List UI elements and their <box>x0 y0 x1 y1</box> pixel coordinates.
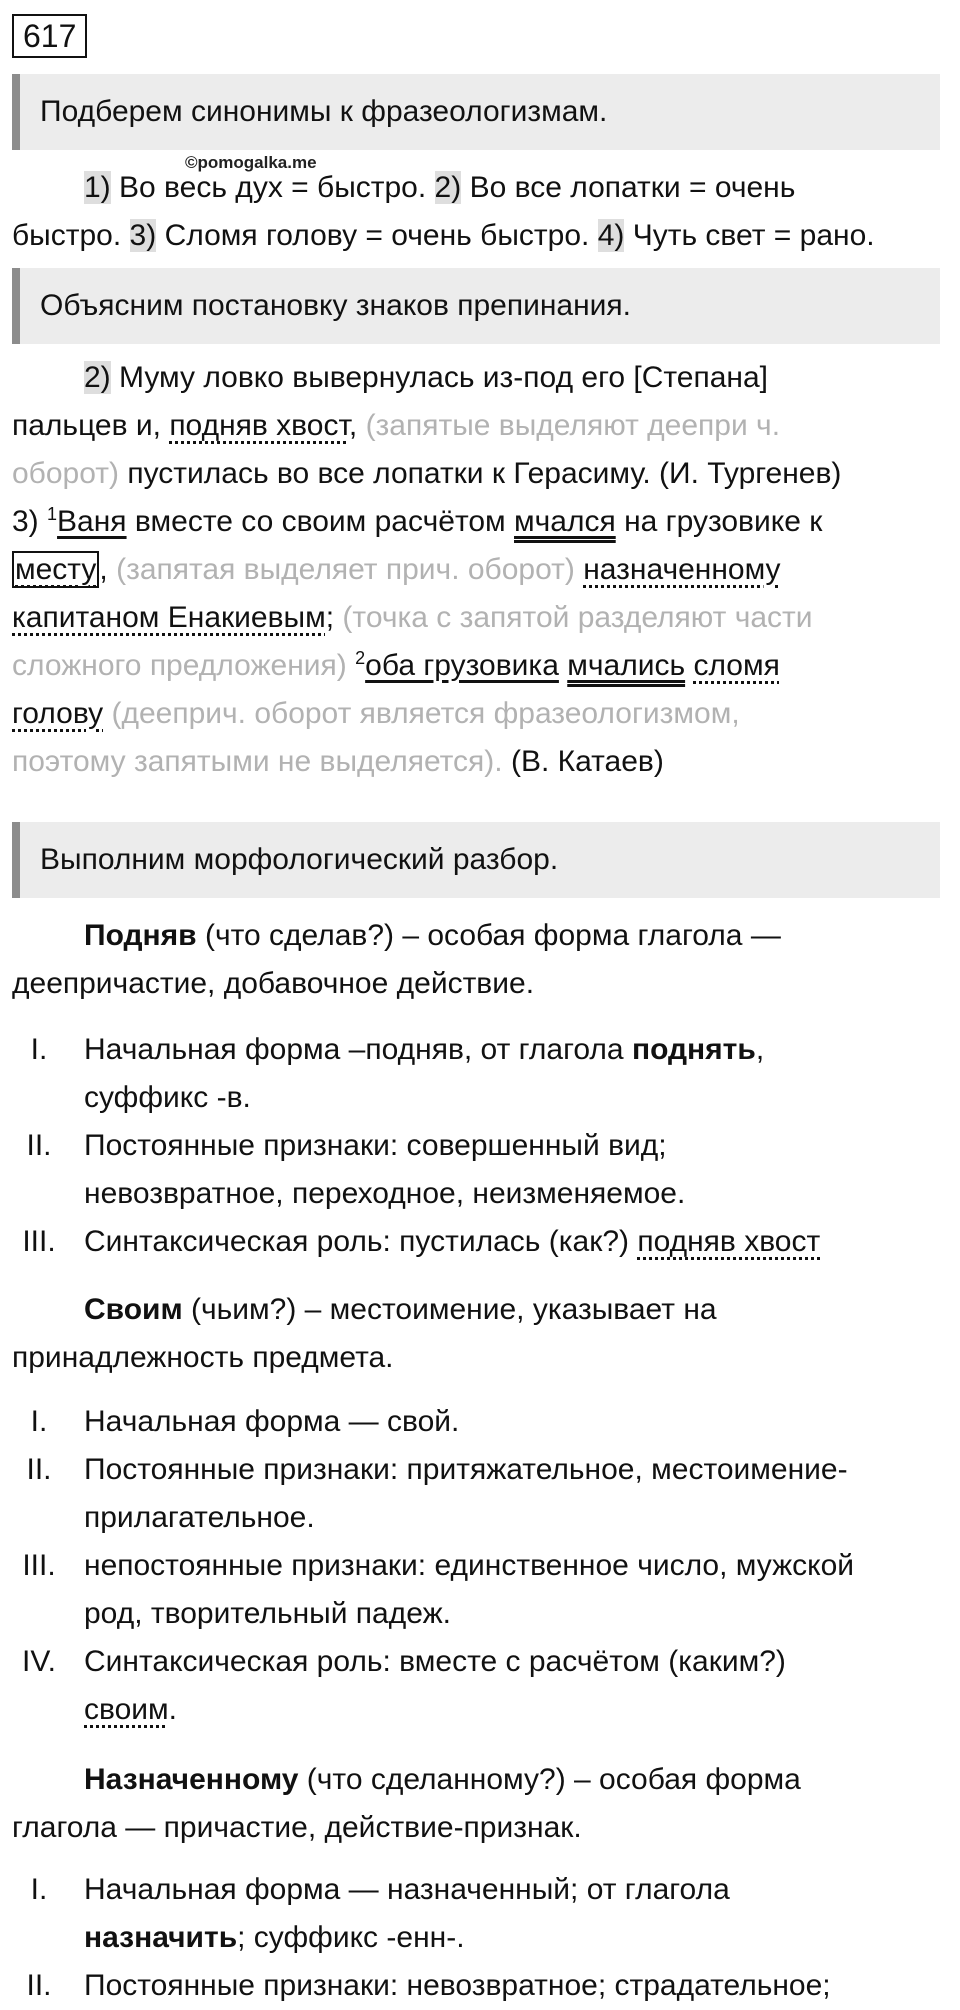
intro-line <box>12 1804 947 1852</box>
subject: Ваня <box>57 505 127 538</box>
synonyms-line-2 <box>12 212 947 260</box>
synonym-text: Во все лопатки = очень <box>469 171 796 204</box>
item-text: ; суффикс -енн-. <box>237 1921 465 1954</box>
comma: , <box>755 1033 765 1066</box>
participle-phrase: назначенному <box>583 553 781 586</box>
section-header-morphology: Выполним морфологический разбор. <box>12 822 940 898</box>
list-item <box>12 1866 947 1962</box>
list-item <box>12 1218 947 1266</box>
comment: сложного предложения) <box>12 649 347 682</box>
analyzed-word: Своим <box>84 1293 183 1326</box>
intro-line <box>12 1334 947 1382</box>
item-number: 2) <box>434 171 462 204</box>
list-item <box>12 1398 947 1446</box>
sentence-3-line-5 <box>12 690 947 738</box>
adverbial-phrase: подняв хвост <box>637 1225 821 1258</box>
synonym-text: Сломя голову = очень быстро. <box>164 219 590 252</box>
intro-line <box>12 1756 947 1804</box>
clause-index: 2 <box>355 648 366 668</box>
roman-numeral: III. <box>22 1549 56 1582</box>
subject: оба грузовика <box>365 649 559 682</box>
list-item <box>12 1122 947 1218</box>
item-number: 2) <box>84 361 111 394</box>
item-text: Синтаксическая роль: вместе с расчётом (каким?) <box>84 1645 786 1678</box>
list-item <box>12 1962 947 2010</box>
sentence-text: пустилась во все лопатки к Герасиму. (И. Тургенев) <box>127 457 842 490</box>
comment: поэтому запятыми не выделяется). <box>12 745 503 778</box>
predicate: мчались <box>567 649 686 682</box>
clause-index: 1 <box>47 504 58 524</box>
section-header-punctuation: Объясним постановку знаков препинания. <box>12 268 940 344</box>
roman-numeral: II. <box>26 1453 52 1486</box>
intro-text: (что сделав?) – особая форма глагола — <box>204 919 781 952</box>
intro-line <box>12 960 947 1008</box>
sentence-text: Муму ловко вывернулась из-под его [Степана] <box>119 361 769 394</box>
bold-word: назначить <box>84 1921 238 1954</box>
item-text: род, творительный падеж. <box>84 1597 451 1630</box>
sentence-2-line-2 <box>12 402 947 450</box>
sentence-3-line-1 <box>12 498 947 546</box>
synonym-text: Во весь дух = быстро. <box>119 171 427 204</box>
sentence-3-line-3 <box>12 594 947 642</box>
roman-numeral: II. <box>26 1129 52 1162</box>
punctuation-paragraph <box>12 354 947 786</box>
semicolon: ; <box>325 601 335 634</box>
intro-text: (чьим?) – местоимение, указывает на <box>191 1293 717 1326</box>
attribute-word: своим <box>84 1693 169 1726</box>
roman-numeral: II. <box>26 1969 52 2002</box>
item-number: 3) <box>12 505 39 538</box>
item-text: Постоянные признаки: невозвратное; страдательное; <box>84 1969 831 2002</box>
comment: (точка с запятой разделяют части <box>342 601 813 634</box>
word-1-intro <box>12 912 947 1008</box>
period: . <box>168 1693 178 1726</box>
watermark: ©pomogalka.me <box>185 153 317 172</box>
item-text: Начальная форма –подняв, от глагола <box>84 1033 624 1066</box>
word-3-intro <box>12 1756 947 1852</box>
intro-text: деепричастие, добавочное действие. <box>12 967 535 1000</box>
sentence-text: на грузовике к <box>624 505 823 538</box>
comment: (запятые выделяют деепри ч. <box>365 409 781 442</box>
section-header-synonyms: Подберем синонимы к фразеологизмам. <box>12 74 940 150</box>
synonym-text: быстро. <box>12 219 122 252</box>
roman-numeral: I. <box>30 1873 48 1906</box>
author: (В. Катаев) <box>510 745 664 778</box>
sentence-3-line-2 <box>12 546 947 594</box>
item-text: Постоянные признаки: совершенный вид; <box>84 1129 667 1162</box>
main-word-box: месту <box>12 551 99 588</box>
synonym-text: Чуть свет = рано. <box>632 219 875 252</box>
intro-text: глагола — причастие, действие-признак. <box>12 1811 582 1844</box>
roman-numeral: I. <box>30 1033 48 1066</box>
item-text: непостоянные признаки: единственное число, мужской <box>84 1549 855 1582</box>
comment: (запятая выделяет прич. оборот) <box>116 553 575 586</box>
item-text: Синтаксическая роль: пустилась (как?) <box>84 1225 629 1258</box>
participle-phrase: капитаном Енакиевым <box>12 601 326 634</box>
roman-numeral: III. <box>22 1225 56 1258</box>
sentence-2-line-1 <box>12 354 947 402</box>
roman-numeral: I. <box>30 1405 48 1438</box>
item-text: невозвратное, переходное, неизменяемое. <box>84 1177 686 1210</box>
sentence-3-line-6 <box>12 738 947 786</box>
analyzed-word: Подняв <box>84 919 197 952</box>
item-number: 4) <box>597 219 625 252</box>
item-number: 3) <box>129 219 157 252</box>
list-item <box>12 1026 947 1122</box>
comment: оборот) <box>12 457 119 490</box>
adverbial: голову <box>12 697 104 730</box>
predicate: мчался <box>514 505 616 538</box>
intro-line <box>12 1286 947 1334</box>
item-text: Постоянные признаки: притяжательное, местоимение- <box>84 1453 848 1486</box>
sentence-text: вместе со своим расчётом <box>134 505 506 538</box>
comma: , <box>348 409 358 442</box>
intro-line <box>12 912 947 960</box>
sentence-text: пальцев и, <box>12 409 161 442</box>
sentence-3-line-4 <box>12 642 947 690</box>
comma: , <box>99 553 108 586</box>
word-2-intro <box>12 1286 947 1382</box>
sentence-2-line-3 <box>12 450 947 498</box>
item-text: Начальная форма — свой. <box>84 1405 460 1438</box>
task-number: 617 <box>12 14 87 58</box>
item-text: прилагательное. <box>84 1501 315 1534</box>
item-number: 1) <box>84 171 111 204</box>
roman-numeral: IV. <box>22 1645 56 1678</box>
item-text: суффикс -в. <box>84 1081 251 1114</box>
adverbial: сломя <box>693 649 780 682</box>
adverbial-phrase: подняв хвост <box>169 409 349 442</box>
list-item <box>12 1446 947 1542</box>
comment: (дееприч. оборот является фразеологизмом, <box>111 697 740 730</box>
analyzed-word: Назначенному <box>84 1763 299 1796</box>
intro-text: (что сделанному?) – особая форма <box>306 1763 801 1796</box>
list-item <box>12 1638 947 1734</box>
bold-word: поднять <box>631 1033 756 1066</box>
item-text: Начальная форма — назначенный; от глагола <box>84 1873 730 1906</box>
intro-text: принадлежность предмета. <box>12 1341 394 1374</box>
synonyms-line-1 <box>12 164 947 212</box>
list-item <box>12 1542 947 1638</box>
synonyms-paragraph <box>12 164 947 260</box>
